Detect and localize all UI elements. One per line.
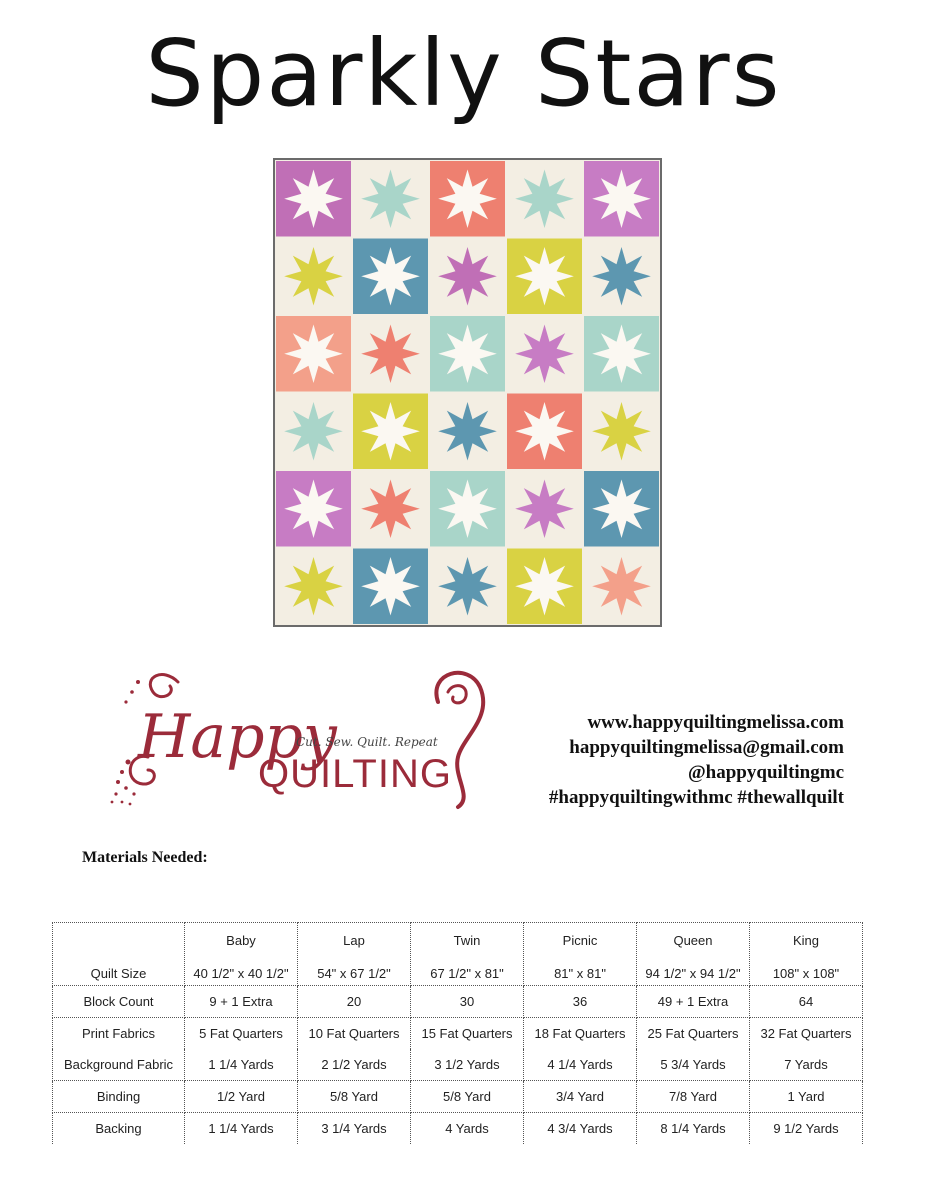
instagram-handle: @happyquiltingmc xyxy=(688,762,844,783)
size-header: King xyxy=(792,933,820,948)
quilt-block xyxy=(584,394,659,470)
quilt-block xyxy=(584,316,659,392)
table-cell: 64 xyxy=(750,986,863,1018)
table-cell: 5 Fat Quarters xyxy=(185,1018,298,1050)
table-cell: 67 1/2" x 81" xyxy=(430,966,504,981)
quilt-block xyxy=(276,471,351,547)
quilt-block xyxy=(584,471,659,547)
table-row xyxy=(53,1113,863,1145)
size-header-cell xyxy=(298,923,411,986)
quilt-block xyxy=(507,471,582,547)
table-cell: 32 Fat Quarters xyxy=(750,1018,863,1050)
quilt-block xyxy=(276,394,351,470)
table-cell: 5/8 Yard xyxy=(411,1081,524,1113)
size-header: Picnic xyxy=(562,933,598,948)
logo-graphic xyxy=(108,662,503,812)
star-shape xyxy=(284,402,343,461)
materials-heading: Materials Needed: xyxy=(82,849,208,866)
quilt-block xyxy=(507,394,582,470)
row-label-cell xyxy=(53,923,185,986)
quilt-block xyxy=(430,471,505,547)
star-shape xyxy=(592,325,651,384)
quilt-block xyxy=(584,549,659,625)
table-cell: 2 1/2 Yards xyxy=(298,1049,411,1081)
quilt-block xyxy=(353,394,428,470)
table-cell: 1/2 Yard xyxy=(185,1081,298,1113)
table-cell: 3 1/2 Yards xyxy=(411,1049,524,1081)
table-cell: 20 xyxy=(298,986,411,1018)
star-shape xyxy=(592,247,651,306)
star-shape xyxy=(438,247,497,306)
table-cell: 49 + 1 Extra xyxy=(637,986,750,1018)
table-cell: 25 Fat Quarters xyxy=(637,1018,750,1050)
table-row xyxy=(53,923,863,986)
star-shape xyxy=(284,325,343,384)
star-shape xyxy=(515,402,574,461)
size-header: Lap xyxy=(343,933,365,948)
size-header: Baby xyxy=(226,933,256,948)
size-header-cell xyxy=(637,923,750,986)
size-header-cell xyxy=(185,923,298,986)
table-row xyxy=(53,1049,863,1081)
table-cell: 9 + 1 Extra xyxy=(185,986,298,1018)
pattern-title: Sparkly Stars xyxy=(145,20,782,127)
quilt-block xyxy=(430,316,505,392)
quilt-block xyxy=(584,161,659,237)
website-link[interactable]: www.happyquiltingmelissa.com xyxy=(587,712,844,733)
quilt-block xyxy=(430,394,505,470)
star-shape xyxy=(592,170,651,229)
size-header: Twin xyxy=(453,933,481,948)
table-cell: 4 Yards xyxy=(411,1113,524,1145)
star-shape xyxy=(361,170,420,229)
quilt-block xyxy=(353,239,428,315)
star-shape xyxy=(438,480,497,539)
table-cell: 4 3/4 Yards xyxy=(524,1113,637,1145)
star-shape xyxy=(438,402,497,461)
quilt-block xyxy=(430,549,505,625)
quilt-block xyxy=(584,239,659,315)
table-cell: 30 xyxy=(411,986,524,1018)
quilt-block xyxy=(276,549,351,625)
quilt-illustration xyxy=(273,158,662,627)
table-row xyxy=(53,986,863,1018)
star-shape xyxy=(438,325,497,384)
contact-info xyxy=(549,710,844,810)
table-cell: 36 xyxy=(524,986,637,1018)
quilt-block xyxy=(353,316,428,392)
logo-happy-text: Happy xyxy=(138,702,337,772)
table-cell: 4 1/4 Yards xyxy=(524,1049,637,1081)
quilt-block xyxy=(276,316,351,392)
star-shape xyxy=(515,480,574,539)
star-shape xyxy=(361,402,420,461)
star-shape xyxy=(284,480,343,539)
size-header-cell xyxy=(750,923,863,986)
star-shape xyxy=(361,480,420,539)
star-shape xyxy=(284,247,343,306)
table-cell: 10 Fat Quarters xyxy=(298,1018,411,1050)
table-cell: 3 1/4 Yards xyxy=(298,1113,411,1145)
table-cell: 81" x 81" xyxy=(554,966,606,981)
size-header-cell xyxy=(524,923,637,986)
table-cell: 7 Yards xyxy=(750,1049,863,1081)
size-header-cell xyxy=(411,923,524,986)
quilt-block xyxy=(353,549,428,625)
row-label: Quilt Size xyxy=(90,966,147,981)
happy-quilting-logo xyxy=(108,662,503,812)
quilt-block xyxy=(430,239,505,315)
table-row xyxy=(53,1018,863,1050)
quilt-block xyxy=(430,161,505,237)
quilt-block xyxy=(507,549,582,625)
size-header: Queen xyxy=(673,933,713,948)
email-link[interactable]: happyquiltingmelissa@gmail.com xyxy=(569,737,844,758)
quilt-grid xyxy=(275,160,660,625)
star-shape xyxy=(361,247,420,306)
table-cell: 108" x 108" xyxy=(772,966,840,981)
row-label: Binding xyxy=(53,1081,185,1113)
star-shape xyxy=(284,170,343,229)
table-cell: 9 1/2 Yards xyxy=(750,1113,863,1145)
table-cell: 5/8 Yard xyxy=(298,1081,411,1113)
star-shape xyxy=(361,325,420,384)
table-cell: 1 1/4 Yards xyxy=(185,1113,298,1145)
logo-quilting-text: QUILTING xyxy=(258,752,452,796)
star-shape xyxy=(515,557,574,616)
star-shape xyxy=(592,480,651,539)
star-shape xyxy=(284,557,343,616)
logo-tagline-text: Cut. Sew. Quilt. Repeat xyxy=(296,735,438,749)
star-shape xyxy=(361,557,420,616)
star-shape xyxy=(592,402,651,461)
row-label: Block Count xyxy=(53,986,185,1018)
star-shape xyxy=(515,170,574,229)
quilt-block xyxy=(353,161,428,237)
quilt-block xyxy=(507,316,582,392)
table-cell: 1 1/4 Yards xyxy=(185,1049,298,1081)
table-cell: 94 1/2" x 94 1/2" xyxy=(645,966,741,981)
row-label: Backing xyxy=(53,1113,185,1145)
hashtags: #happyquiltingwithmc #thewallquilt xyxy=(548,787,844,808)
quilt-block xyxy=(276,239,351,315)
row-label: Background Fabric xyxy=(53,1049,185,1081)
star-shape xyxy=(438,557,497,616)
quilt-block xyxy=(507,239,582,315)
row-label: Print Fabrics xyxy=(53,1018,185,1050)
star-shape xyxy=(515,325,574,384)
star-shape xyxy=(592,557,651,616)
quilt-block xyxy=(353,471,428,547)
table-row xyxy=(53,1081,863,1113)
table-cell: 54" x 67 1/2" xyxy=(317,966,391,981)
table-cell: 7/8 Yard xyxy=(637,1081,750,1113)
materials-table xyxy=(52,922,863,1144)
table-cell: 15 Fat Quarters xyxy=(411,1018,524,1050)
table-cell: 18 Fat Quarters xyxy=(524,1018,637,1050)
table-cell: 40 1/2" x 40 1/2" xyxy=(193,966,289,981)
table-cell: 5 3/4 Yards xyxy=(637,1049,750,1081)
table-cell: 1 Yard xyxy=(750,1081,863,1113)
table-cell: 8 1/4 Yards xyxy=(637,1113,750,1145)
star-shape xyxy=(515,247,574,306)
quilt-block xyxy=(507,161,582,237)
star-shape xyxy=(438,170,497,229)
table-cell: 3/4 Yard xyxy=(524,1081,637,1113)
quilt-block xyxy=(276,161,351,237)
